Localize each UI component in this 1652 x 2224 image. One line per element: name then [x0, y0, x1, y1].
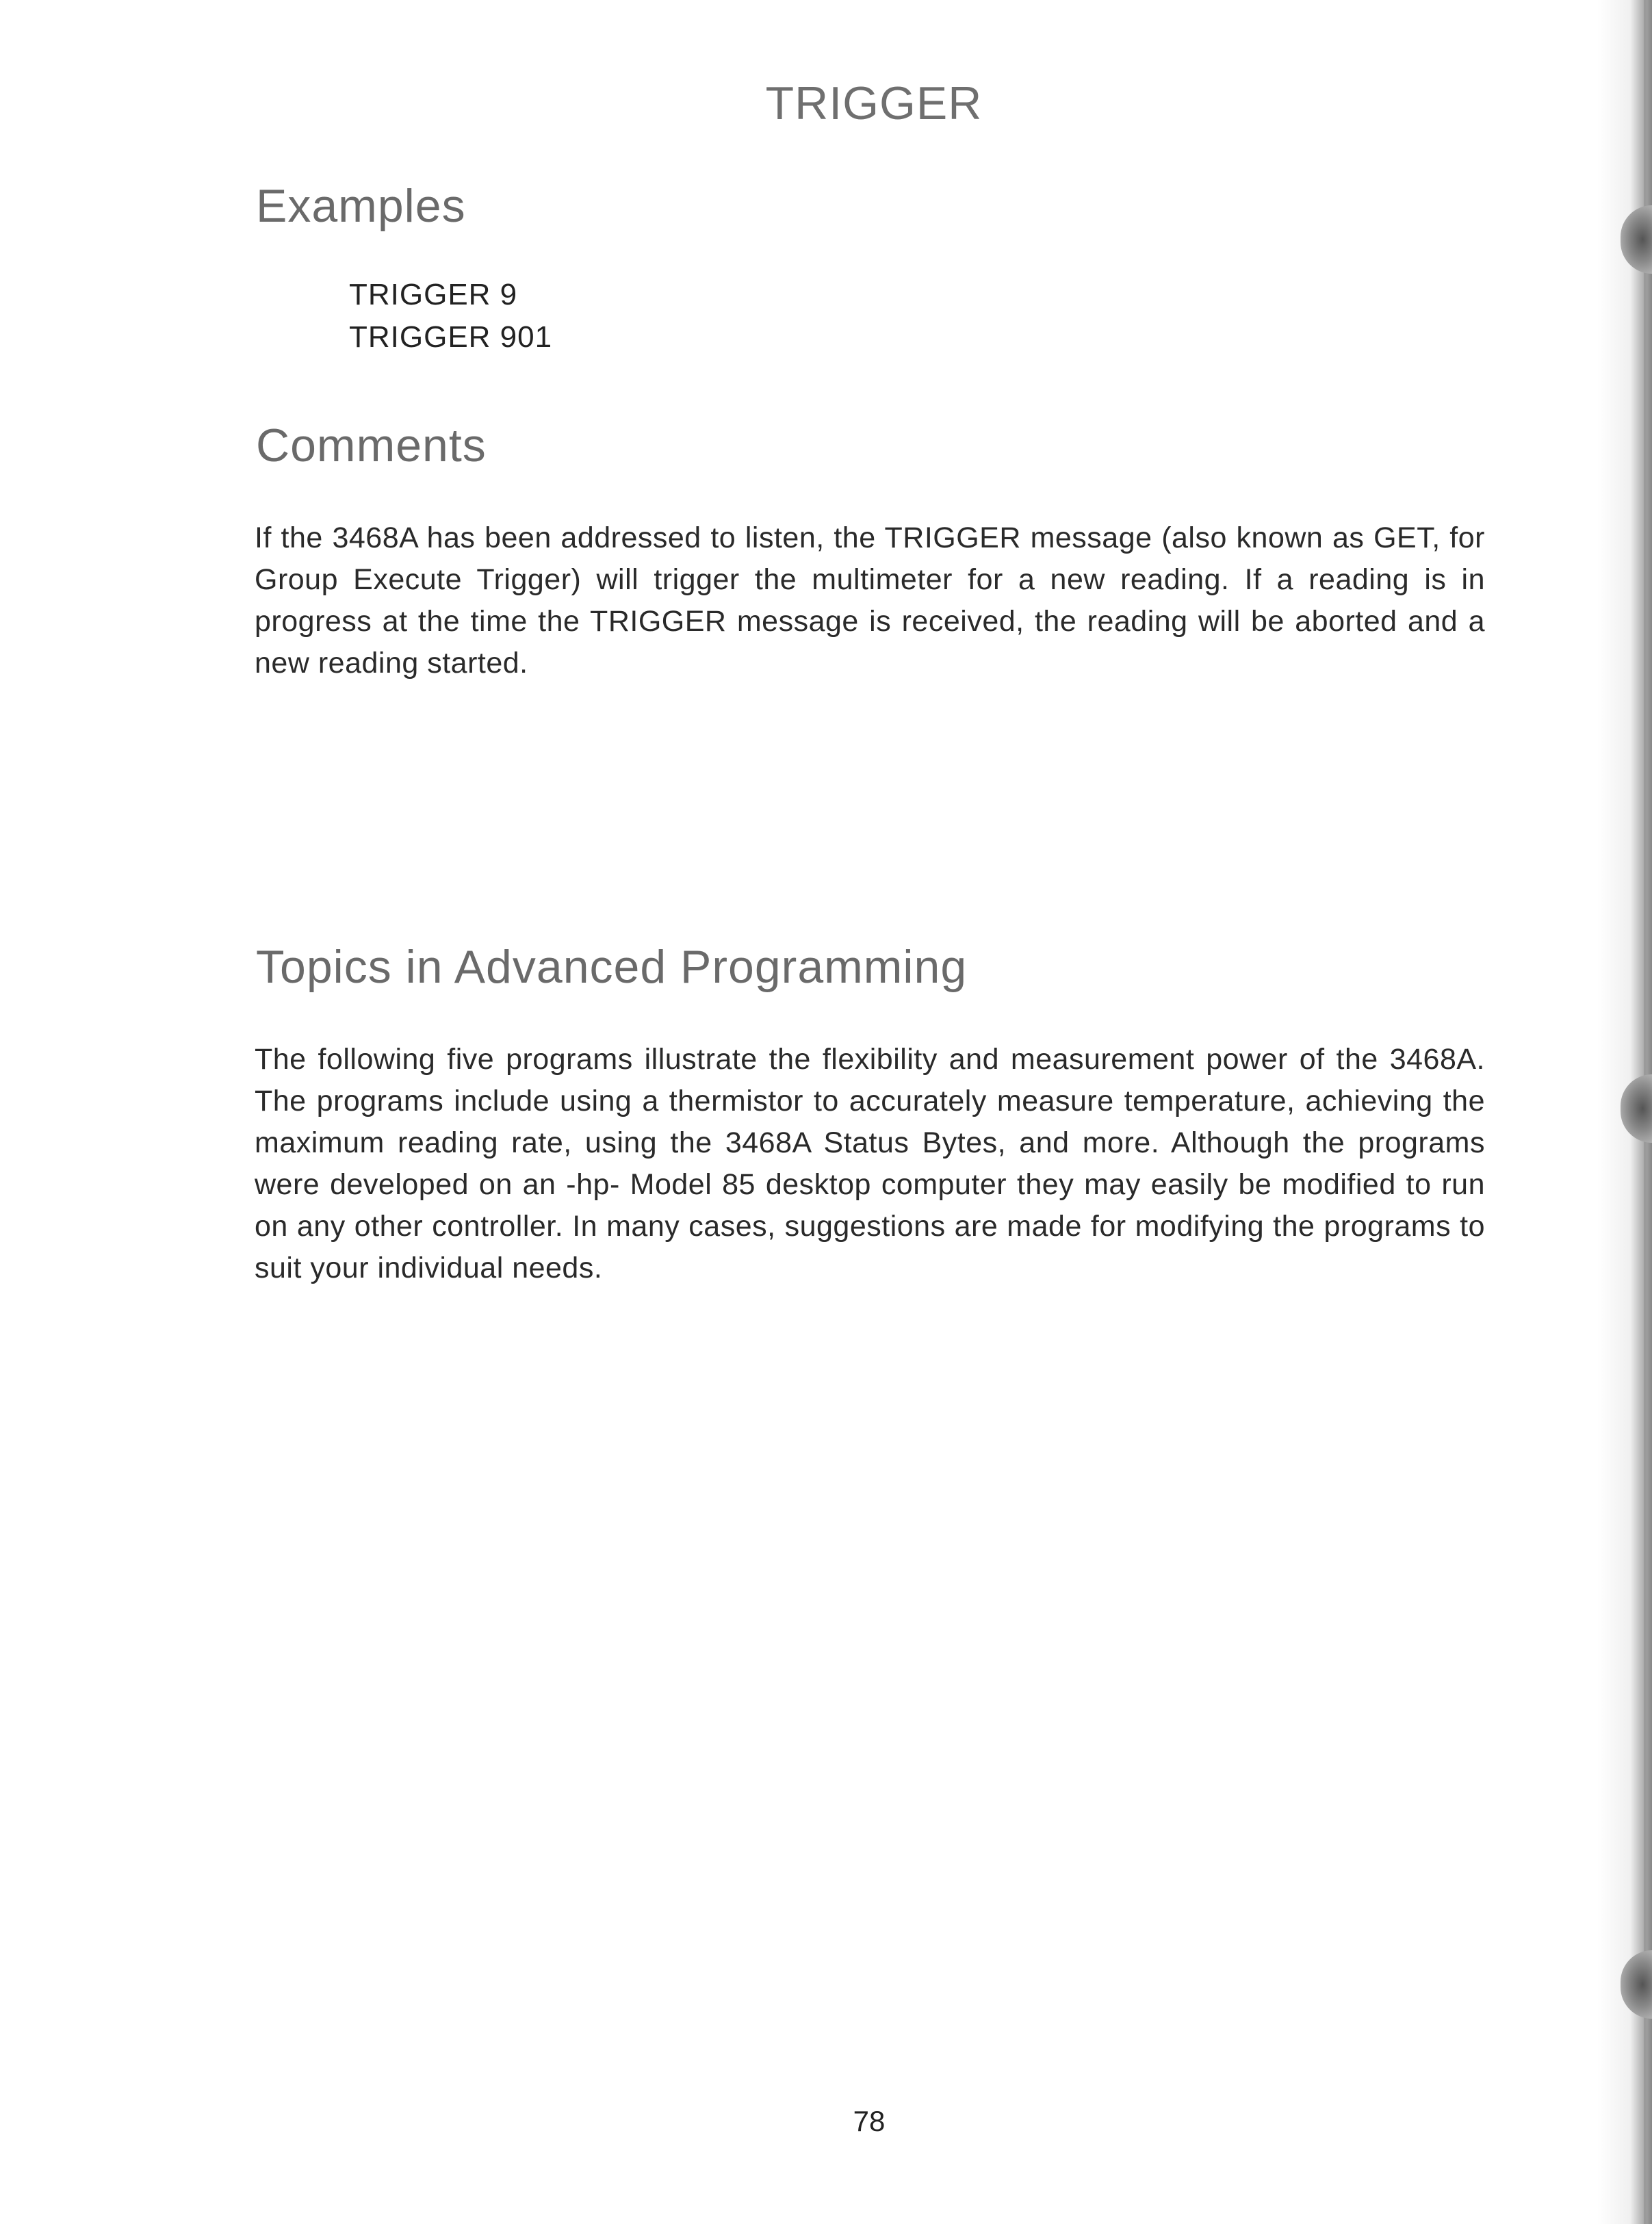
- example-list: [349, 274, 552, 359]
- comments-heading: Comments: [256, 419, 487, 471]
- topics-heading: Topics in Advanced Programming: [256, 941, 968, 993]
- topics-paragraph: The following five programs illustrate the flexibility and measurement power of the 3468A. The programs include using a thermistor to accurately measure temperature, achieving the maximum reading rate, using the 3468A Status Bytes, and more. Although the programs were developed on an -hp- Model 85 desktop computer they may easily be modified to run on any other controller. In many cases, suggestions are made for modifying the programs to suit your individual needs.: [255, 1043, 1485, 1284]
- examples-heading: Examples: [256, 180, 466, 232]
- comments-paragraph: If the 3468A has been addressed to listen, the TRIGGER message (also known as GET, for Group Execute Trigger) will trigger the multimeter for a new reading. If a reading is in progress at the time the TRIGGER message is received, the reading will be aborted and a new reading started.: [255, 521, 1485, 680]
- example-item: TRIGGER 901: [349, 320, 553, 354]
- page-number: 78: [853, 2105, 886, 2137]
- page-title: TRIGGER: [765, 77, 983, 129]
- example-item: TRIGGER 9: [349, 278, 518, 311]
